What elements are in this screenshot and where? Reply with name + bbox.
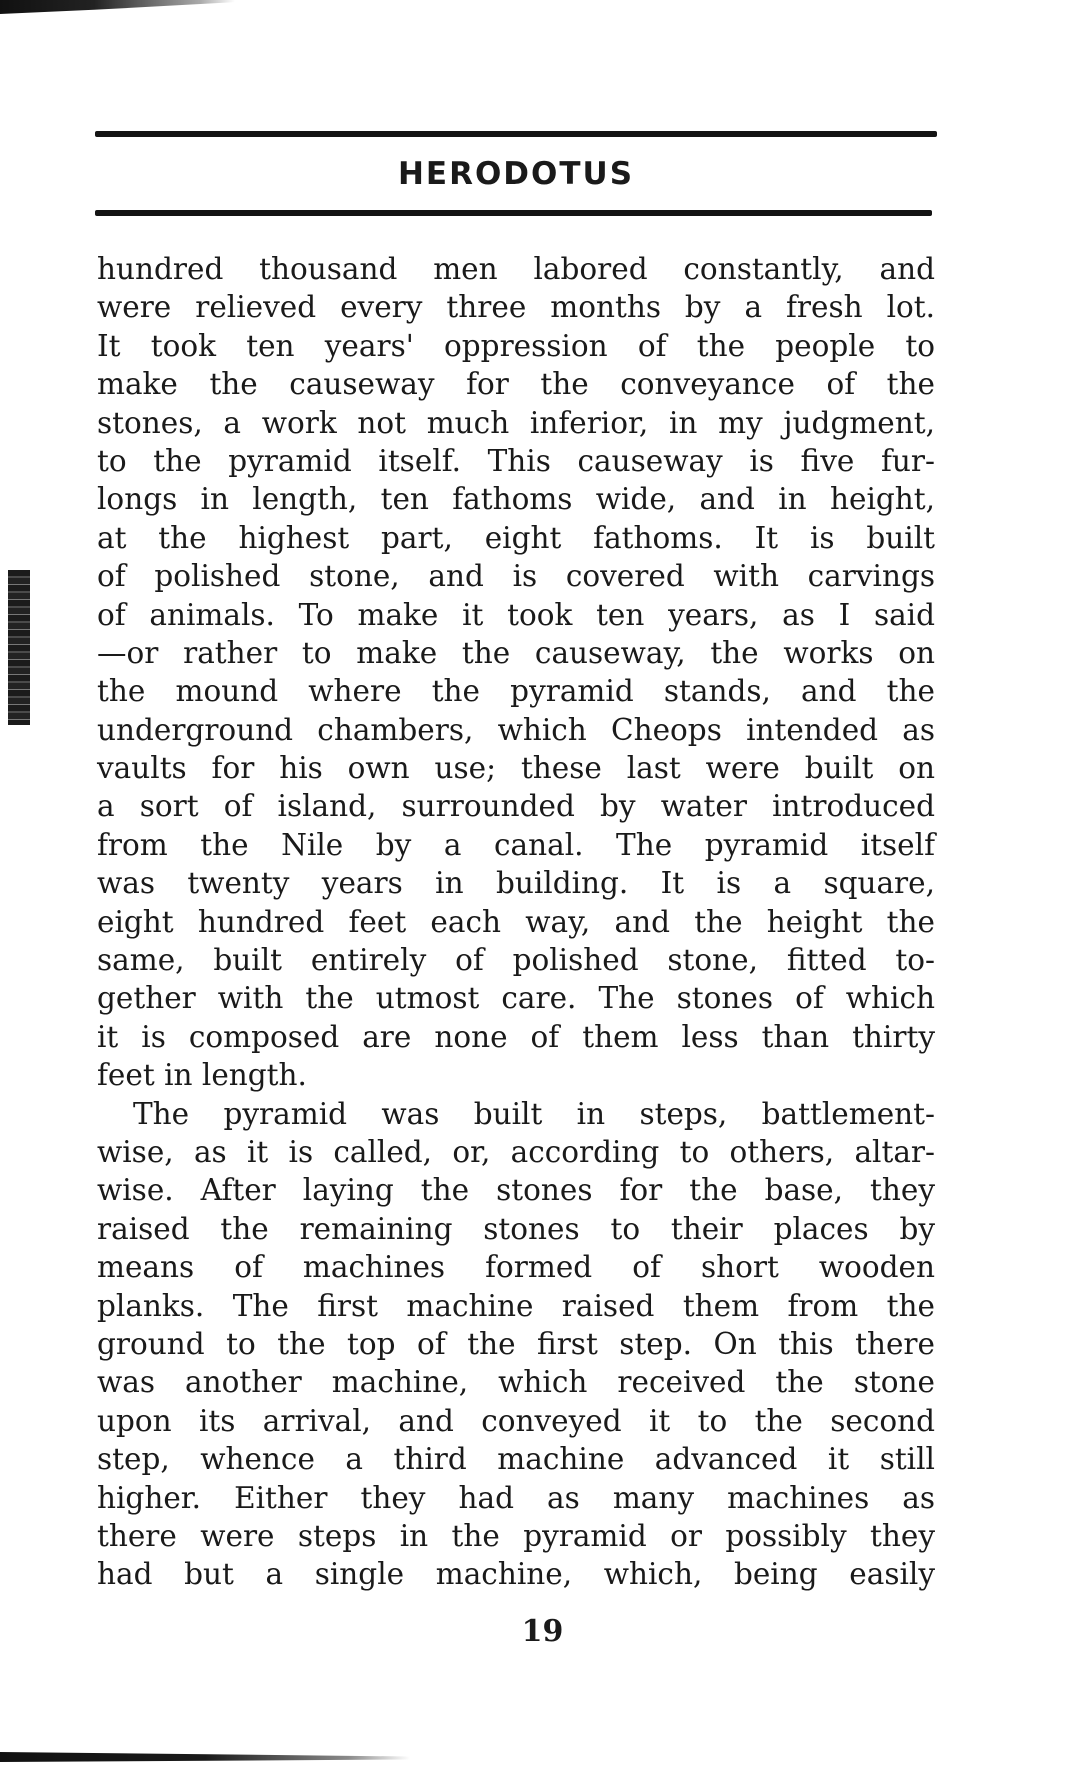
text-line: had but a single machine, which, being easily: [97, 1557, 935, 1592]
text-line: same, built entirely of polished stone, fitted to-: [97, 943, 935, 978]
text-line: were relieved every three months by a fresh lot.: [97, 290, 935, 325]
text-line: the mound where the pyramid stands, and the: [97, 674, 935, 709]
text-line: of polished stone, and is covered with carvings: [97, 559, 935, 594]
text-line: to the pyramid itself. This causeway is five fur-: [97, 443, 935, 478]
paragraph: [97, 1095, 935, 1594]
text-line: there were steps in the pyramid or possibly they: [97, 1518, 935, 1553]
text-line: stones, a work not much inferior, in my judgment,: [97, 405, 935, 440]
text-line: from the Nile by a canal. The pyramid itself: [97, 827, 935, 862]
text-line: wise, as it is called, or, according to others, altar-: [97, 1134, 935, 1169]
body-text: [97, 250, 935, 1594]
page-number: 19: [521, 1614, 564, 1649]
scan-edge-mark-top: [0, 0, 235, 14]
scan-edge-mark-bottom: [0, 1752, 410, 1762]
header-rule-bottom: [95, 210, 932, 216]
running-head: HERODOTUS: [397, 156, 635, 192]
text-line: raised the remaining stones to their places by: [97, 1211, 935, 1246]
text-line: The pyramid was built in steps, battlement-: [133, 1096, 935, 1131]
text-line: at the highest part, eight fathoms. It is built: [97, 520, 935, 555]
header-rule-top: [95, 131, 937, 137]
text-line: feet in length.: [97, 1058, 307, 1093]
text-line: underground chambers, which Cheops intended as: [97, 712, 935, 747]
text-line: eight hundred feet each way, and the height the: [97, 904, 935, 939]
text-line: wise. After laying the stones for the base, they: [97, 1173, 935, 1208]
text-line: It took ten years' oppression of the people to: [97, 328, 935, 363]
text-line: gether with the utmost care. The stones of which: [97, 981, 935, 1016]
text-line: was twenty years in building. It is a square,: [97, 866, 935, 901]
text-line: —or rather to make the causeway, the works on: [97, 635, 935, 670]
text-line: step, whence a third machine advanced it still: [97, 1442, 935, 1477]
text-line: vaults for his own use; these last were built on: [97, 751, 935, 786]
scan-edge-mark-left: [8, 570, 30, 725]
text-line: hundred thousand men labored constantly, and: [97, 252, 935, 286]
text-line: it is composed are none of them less than thirty: [97, 1019, 935, 1054]
text-line: planks. The first machine raised them from the: [97, 1288, 935, 1323]
text-line: was another machine, which received the stone: [97, 1365, 935, 1400]
text-line: higher. Either they had as many machines as: [97, 1480, 935, 1515]
text-line: ground to the top of the first step. On this there: [97, 1326, 935, 1361]
text-line: upon its arrival, and conveyed it to the second: [97, 1403, 935, 1438]
text-line: of animals. To make it took ten years, as I said: [97, 597, 935, 632]
text-line: means of machines formed of short wooden: [97, 1250, 935, 1285]
text-line: a sort of island, surrounded by water introduced: [97, 789, 935, 824]
text-line: longs in length, ten fathoms wide, and in height,: [97, 482, 935, 517]
paragraph: [97, 250, 935, 1095]
text-line: make the causeway for the conveyance of the: [97, 367, 935, 402]
